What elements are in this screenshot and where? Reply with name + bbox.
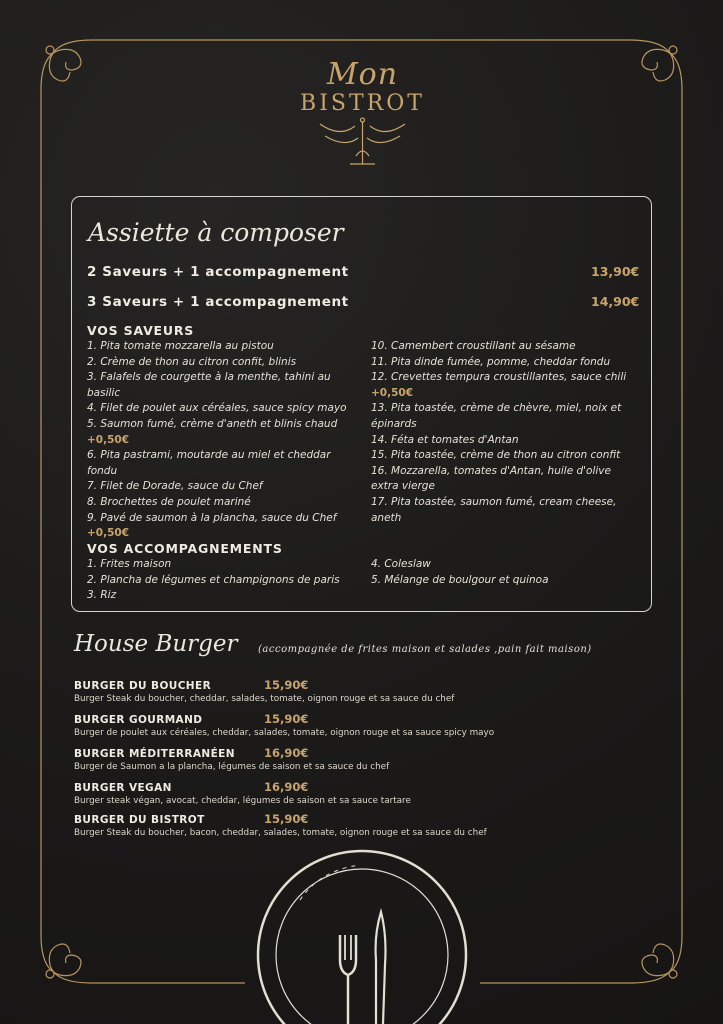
logo-bistrot: BISTROT — [300, 91, 425, 116]
burger-price: 16,90€ — [264, 746, 309, 760]
burger-description: Burger de Saumon a la plancha, légumes de saison et sa sauce du chef — [74, 762, 390, 772]
list-item: 13. Pita toastée, crème de chèvre, miel, noix et épinards — [371, 402, 622, 430]
list-item: 16. Mozzarella, tomates d'Antan, huile d'olive extra vierge — [371, 464, 611, 493]
burger-description: Burger steak végan, avocat, cheddar, légumes de saison et sa sauce tartare — [74, 796, 411, 806]
list-item: 8. Brochettes de poulet mariné — [87, 495, 251, 508]
burger-name: BURGER DU BISTROT — [74, 814, 205, 826]
burger-name: BURGER GOURMAND — [74, 714, 203, 726]
burger-name: BURGER DU BOUCHER — [74, 680, 212, 692]
burger-price: 15,90€ — [264, 712, 309, 726]
burger-description: Burger Steak du boucher, bacon, cheddar, salades, tomate, oignon rouge et sa sauce du chef — [74, 828, 487, 838]
logo-mon: Mon — [326, 57, 399, 92]
list-item: 12. Crevettes tempura croustillantes, sauce chili +0,50€ — [371, 371, 627, 399]
list-item: 3. Riz — [87, 589, 117, 602]
assiette-title: Assiette à composer — [88, 218, 344, 247]
supplement-price: +0,50€ — [87, 433, 130, 446]
supplement-price: +0,50€ — [371, 386, 414, 399]
burger-price: 15,90€ — [264, 678, 309, 692]
list-item: 15. Pita toastée, crème de thon au citron confit — [371, 449, 621, 462]
formula-3-saveurs: 3 Saveurs + 1 accompagnement — [87, 294, 349, 310]
burger-price: 16,90€ — [264, 780, 309, 794]
supplement-price: +0,50€ — [87, 527, 130, 540]
burger-description: Burger Steak du boucher, cheddar, salades, tomate, oignon rouge et sa sauce du chef — [74, 694, 455, 704]
list-item: 3. Falafels de courgette à la menthe, tahini au basilic — [87, 371, 331, 399]
formula-2-saveurs-price: 13,90€ — [591, 264, 640, 279]
list-item: 11. Pita dinde fumée, pomme, cheddar fondu — [371, 355, 611, 368]
list-item: 1. Pita tomate mozzarella au pistou — [87, 340, 274, 352]
list-item: 9. Pavé de saumon à la plancha, sauce du Chef +0,50€ — [87, 511, 337, 540]
formula-2-saveurs: 2 Saveurs + 1 accompagnement — [87, 264, 349, 280]
accompagnements-heading: VOS ACCOMPAGNEMENTS — [87, 541, 283, 556]
burger-name: BURGER VEGAN — [74, 782, 172, 794]
house-burger-subtitle: (accompagnée de frites maison et salades ,pain fait maison) — [258, 644, 592, 655]
list-item: 4. Coleslaw — [371, 558, 431, 570]
list-item: 17. Pita toastée, saumon fumé, cream cheese, aneth — [371, 495, 617, 524]
list-item: 4. Filet de poulet aux céréales, sauce spicy mayo — [87, 402, 347, 415]
saveurs-heading: VOS SAVEURS — [87, 323, 195, 338]
list-item: 6. Pita pastrami, moutarde au miel et cheddar fondu — [87, 449, 331, 477]
list-item: 7. Filet de Dorade, sauce du Chef — [87, 480, 263, 493]
burger-price: 15,90€ — [264, 812, 309, 826]
list-item: 14. Féta et tomates d'Antan — [371, 433, 519, 446]
burger-name: BURGER MÉDITERRANÉEN — [74, 748, 235, 760]
list-item: 10. Camembert croustillant au sésame — [371, 340, 576, 352]
burger-description: Burger de poulet aux céréales, cheddar, salades, tomate, oignon rouge et sa sauce spicy mayo — [74, 728, 495, 738]
list-item: 2. Crème de thon au citron confit, blinis — [87, 355, 297, 368]
house-burger-title: House Burger — [74, 631, 238, 657]
formula-3-saveurs-price: 14,90€ — [591, 294, 640, 309]
list-item: 1. Frites maison — [87, 558, 172, 570]
list-item: 5. Saumon fumé, crème d'aneth et blinis chaud +0,50€ — [87, 417, 338, 446]
list-item: 5. Mélange de boulgour et quinoa — [371, 573, 549, 586]
list-item: 2. Plancha de légumes et champignons de paris — [87, 573, 340, 586]
